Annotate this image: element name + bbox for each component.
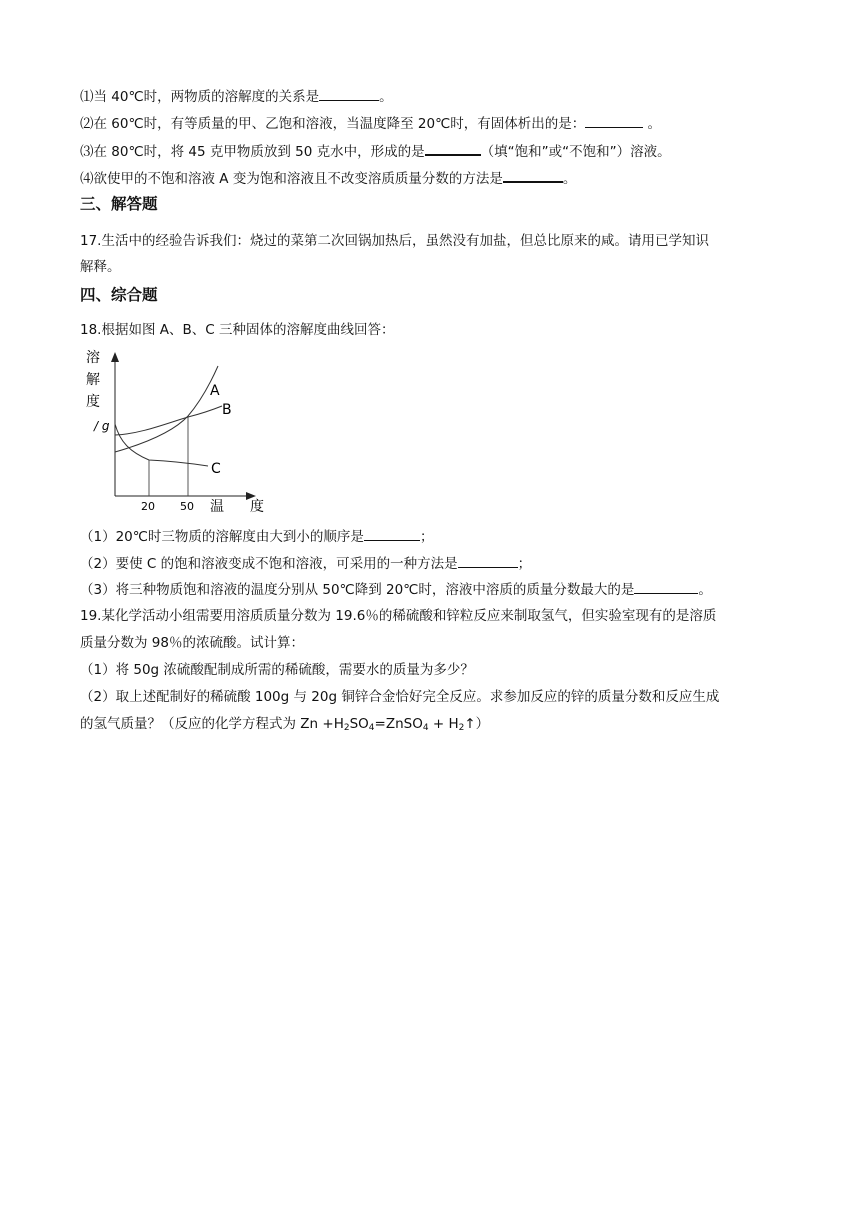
answer-blank[interactable] <box>364 526 420 541</box>
q17-line1: 17.生活中的经验告诉我们：烧过的菜第二次回锅加热后，虽然没有加盐，但总比原来的咸。请用已学知识 <box>80 233 709 249</box>
answer-blank[interactable] <box>425 140 481 156</box>
series-c-label: C <box>211 461 221 477</box>
q19-line1: 19.某化学活动小组需要用溶质质量分数为 19.6％的稀硫酸和锌粒反应来制取氢气，但实验室现有的是溶质 <box>80 608 717 624</box>
answer-blank[interactable] <box>503 167 563 183</box>
q19-part2-line2: 的氢气质量？（反应的化学方程式为 $Zn +H_2SO_4=ZnSO_4$ + $H_2↑$） <box>80 716 490 733</box>
q16-part4: ⑷欲使甲的不饱和溶液 A 变为饱和溶液且不改变溶质质量分数的方法是 。 <box>80 167 576 189</box>
series-b-label: B <box>222 402 232 418</box>
y-unit: / g <box>94 419 110 433</box>
x-tick-50: 50 <box>180 500 194 513</box>
q17-line2: 解释。 <box>80 259 121 275</box>
x-label-char-2: 度 <box>250 499 264 515</box>
q18-part1: （1）20℃时三物质的溶解度由大到小的顺序是 ； <box>80 526 433 547</box>
y-axis-arrow <box>111 352 119 362</box>
answer-blank[interactable] <box>634 579 698 594</box>
answer-blank[interactable] <box>458 553 518 568</box>
answer-blank[interactable] <box>585 113 643 128</box>
y-label-char-3: 度 <box>86 394 100 410</box>
x-tick-20: 20 <box>141 500 155 513</box>
section-heading-3: 三、解答题 <box>80 195 158 213</box>
section-heading-4: 四、综合题 <box>80 286 158 304</box>
q19-part1: （1）将 50g 浓硫酸配制成所需的稀硫酸，需要水的质量为多少？ <box>80 662 474 678</box>
q18-part3: （3）将三种物质饱和溶液的温度分别从 50℃降到 20℃时，溶液中溶质的质量分数最大的是 。 <box>80 579 712 600</box>
q16-part2: ⑵在 60℃时，有等质量的甲、乙饱和溶液，当温度降至 20℃时，有固体析出的是： 。 <box>80 113 661 134</box>
q16-part3: ⑶在 80℃时，将 45 克甲物质放到 50 克水中，形成的是 （填“饱和”或“不饱和”）溶液。 <box>80 140 671 162</box>
series-a-label: A <box>210 383 220 399</box>
q19-part2-line1: （2）取上述配制好的稀硫酸 100g 与 20g 铜锌合金恰好完全反应。求参加反应的锌的质量分数和反应生成 <box>80 689 720 705</box>
q18-part2: （2）要使 C 的饱和溶液变成不饱和溶液，可采用的一种方法是 ； <box>80 553 531 574</box>
q19-line2: 质量分数为 98％的浓硫酸。试计算： <box>80 635 304 651</box>
x-label-char-1: 温 <box>210 499 224 515</box>
q18-stem: 18.根据如图 A、B、C 三种固体的溶解度曲线回答： <box>80 322 395 338</box>
answer-blank[interactable] <box>319 86 379 101</box>
solubility-chart <box>80 344 280 520</box>
series-a-curve <box>115 366 218 452</box>
y-label-char-1: 溶 <box>86 350 100 366</box>
series-c-curve <box>115 424 208 466</box>
q16-part1: ⑴当 40℃时，两物质的溶解度的关系是 。 <box>80 86 393 107</box>
y-label-char-2: 解 <box>86 372 100 388</box>
